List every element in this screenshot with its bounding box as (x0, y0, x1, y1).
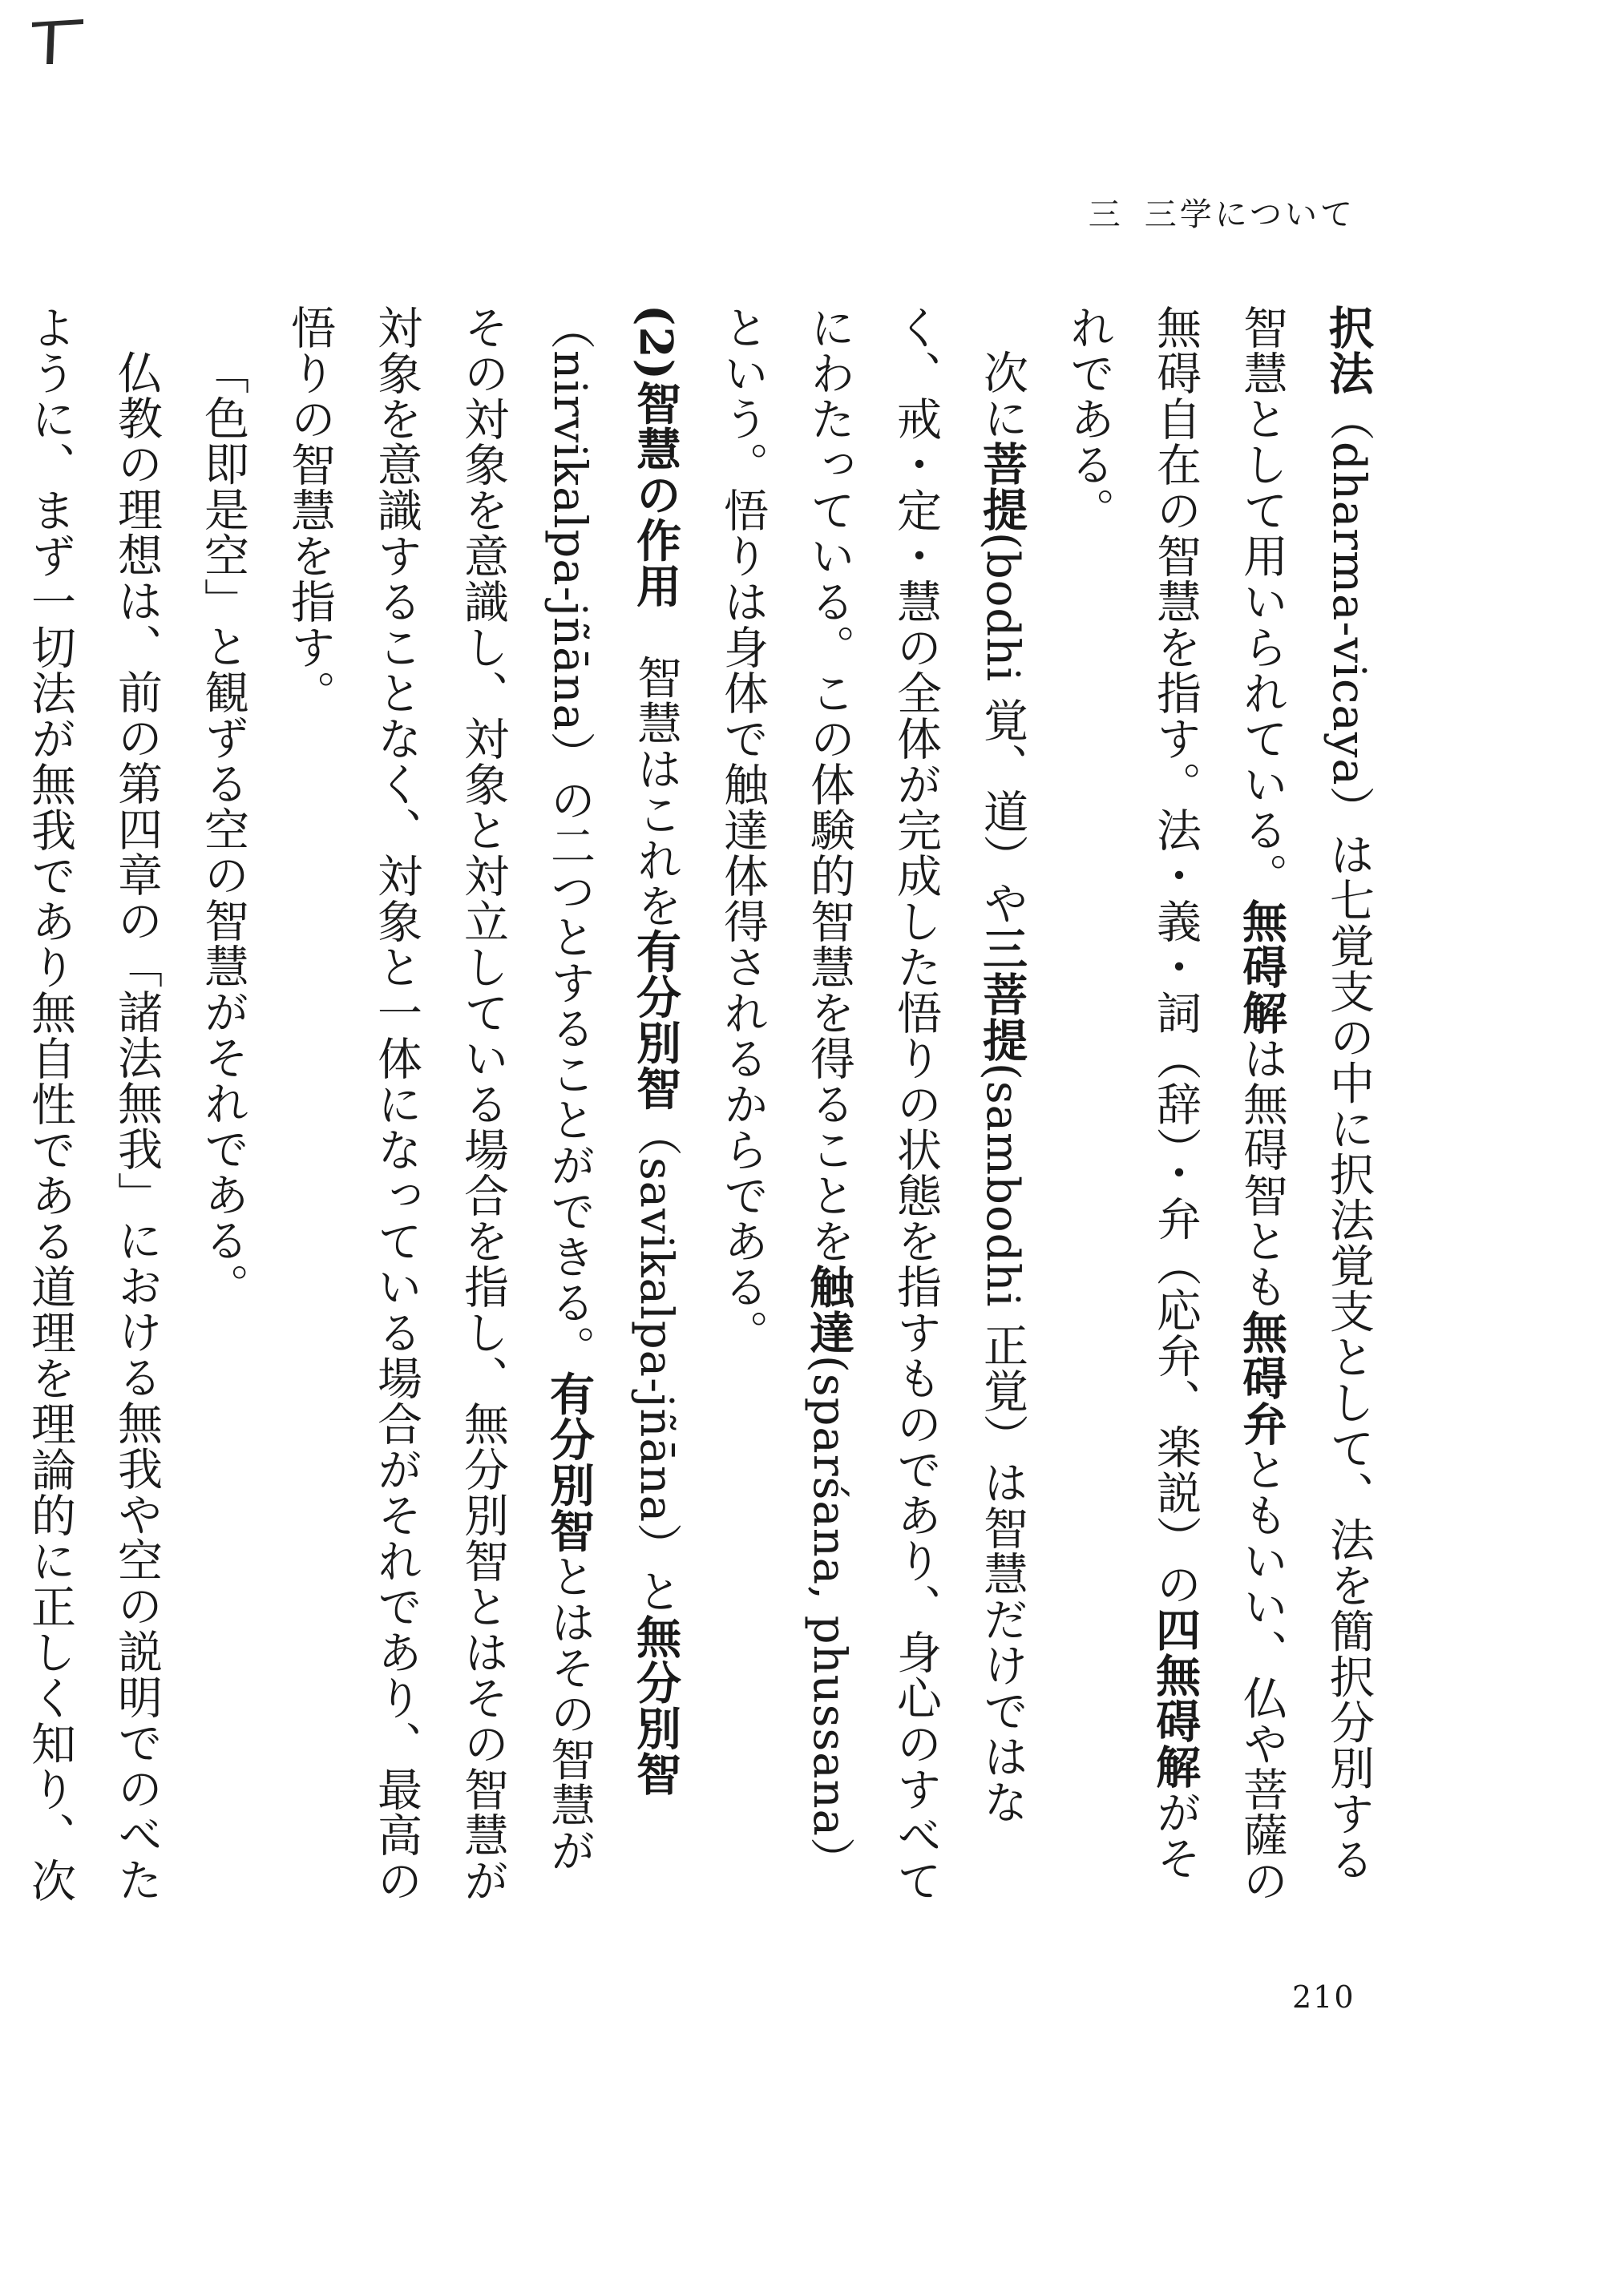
chapter-number: 三 (1088, 196, 1124, 233)
page-number: 210 (1292, 1979, 1355, 2015)
term-ufunbetsuchi: 有分別智 (629, 928, 682, 1112)
registration-mark (30, 18, 87, 74)
running-head (1089, 189, 1355, 235)
paragraph-4: 「色即是空」と観ずる空の智慧がそれである。 (197, 349, 249, 1309)
term-mufunbetsuchi: 無分別智 (629, 1614, 682, 1798)
paragraph-3: (2)智慧の作用 智慧はこれを有分別智（savikalpa-jñāna）と無分別智（nirvikalpa-jñāna）の二つとすることができる。有分別智とはその智慧がその対象を意識し、対象と対立している場合を指し、無分別智とはその智慧が対象を意識することなく、対象と一体になっている場合がそれであり、最高の悟りの智慧を指す。 (284, 305, 682, 1903)
term-mugeben: 無碍弁 (1235, 1309, 1288, 1447)
term-takuho: 択法 (1322, 305, 1375, 396)
term-ufunbetsuchi-2: 有分別智 (543, 1370, 596, 1554)
paragraph-2: 次に菩提(bodhi 覚、道）や三菩提(sambodhi 正覚）は智慧だけではなく、戒・定・慧の全体が完成した悟りの状態を指すものであり、身心のすべてにわたっている。この体験的智慧を得ることを触達(sparśana, phussana）という。悟りは身体で触達体得されるからである。 (717, 305, 1028, 1903)
term-sanbodai: 三菩提 (976, 926, 1028, 1063)
chapter-title: 三学について (1144, 196, 1355, 233)
paragraph-5: 仏教の理想は、前の第四章の「諸法無我」における無我や空の説明でのべたように、まず一切法が無我であり無自性である道理を理論的に正しく知り、次 (24, 305, 163, 1903)
term-bodai: 菩提 (976, 441, 1028, 532)
term-mugege: 無碍解 (1235, 898, 1288, 1035)
section-heading: 智慧の作用 (629, 380, 682, 609)
main-text (24, 305, 1392, 1907)
term-shokudatsu: 触達 (802, 1264, 855, 1355)
section-number: (2) (629, 305, 682, 381)
term-shimugege: 四無碍解 (1149, 1607, 1202, 1790)
paragraph-1: 択法（dharma-vicaya）は七覚支の中に択法覚支として、法を簡択分別する智慧として用いられている。無碍解は無碍智とも無碍弁ともいい、仏や菩薩の無碍自在の智慧を指す。法・義・詞（辞）・弁（応弁、楽説）の四無碍解がそれである。 (1063, 305, 1375, 1903)
